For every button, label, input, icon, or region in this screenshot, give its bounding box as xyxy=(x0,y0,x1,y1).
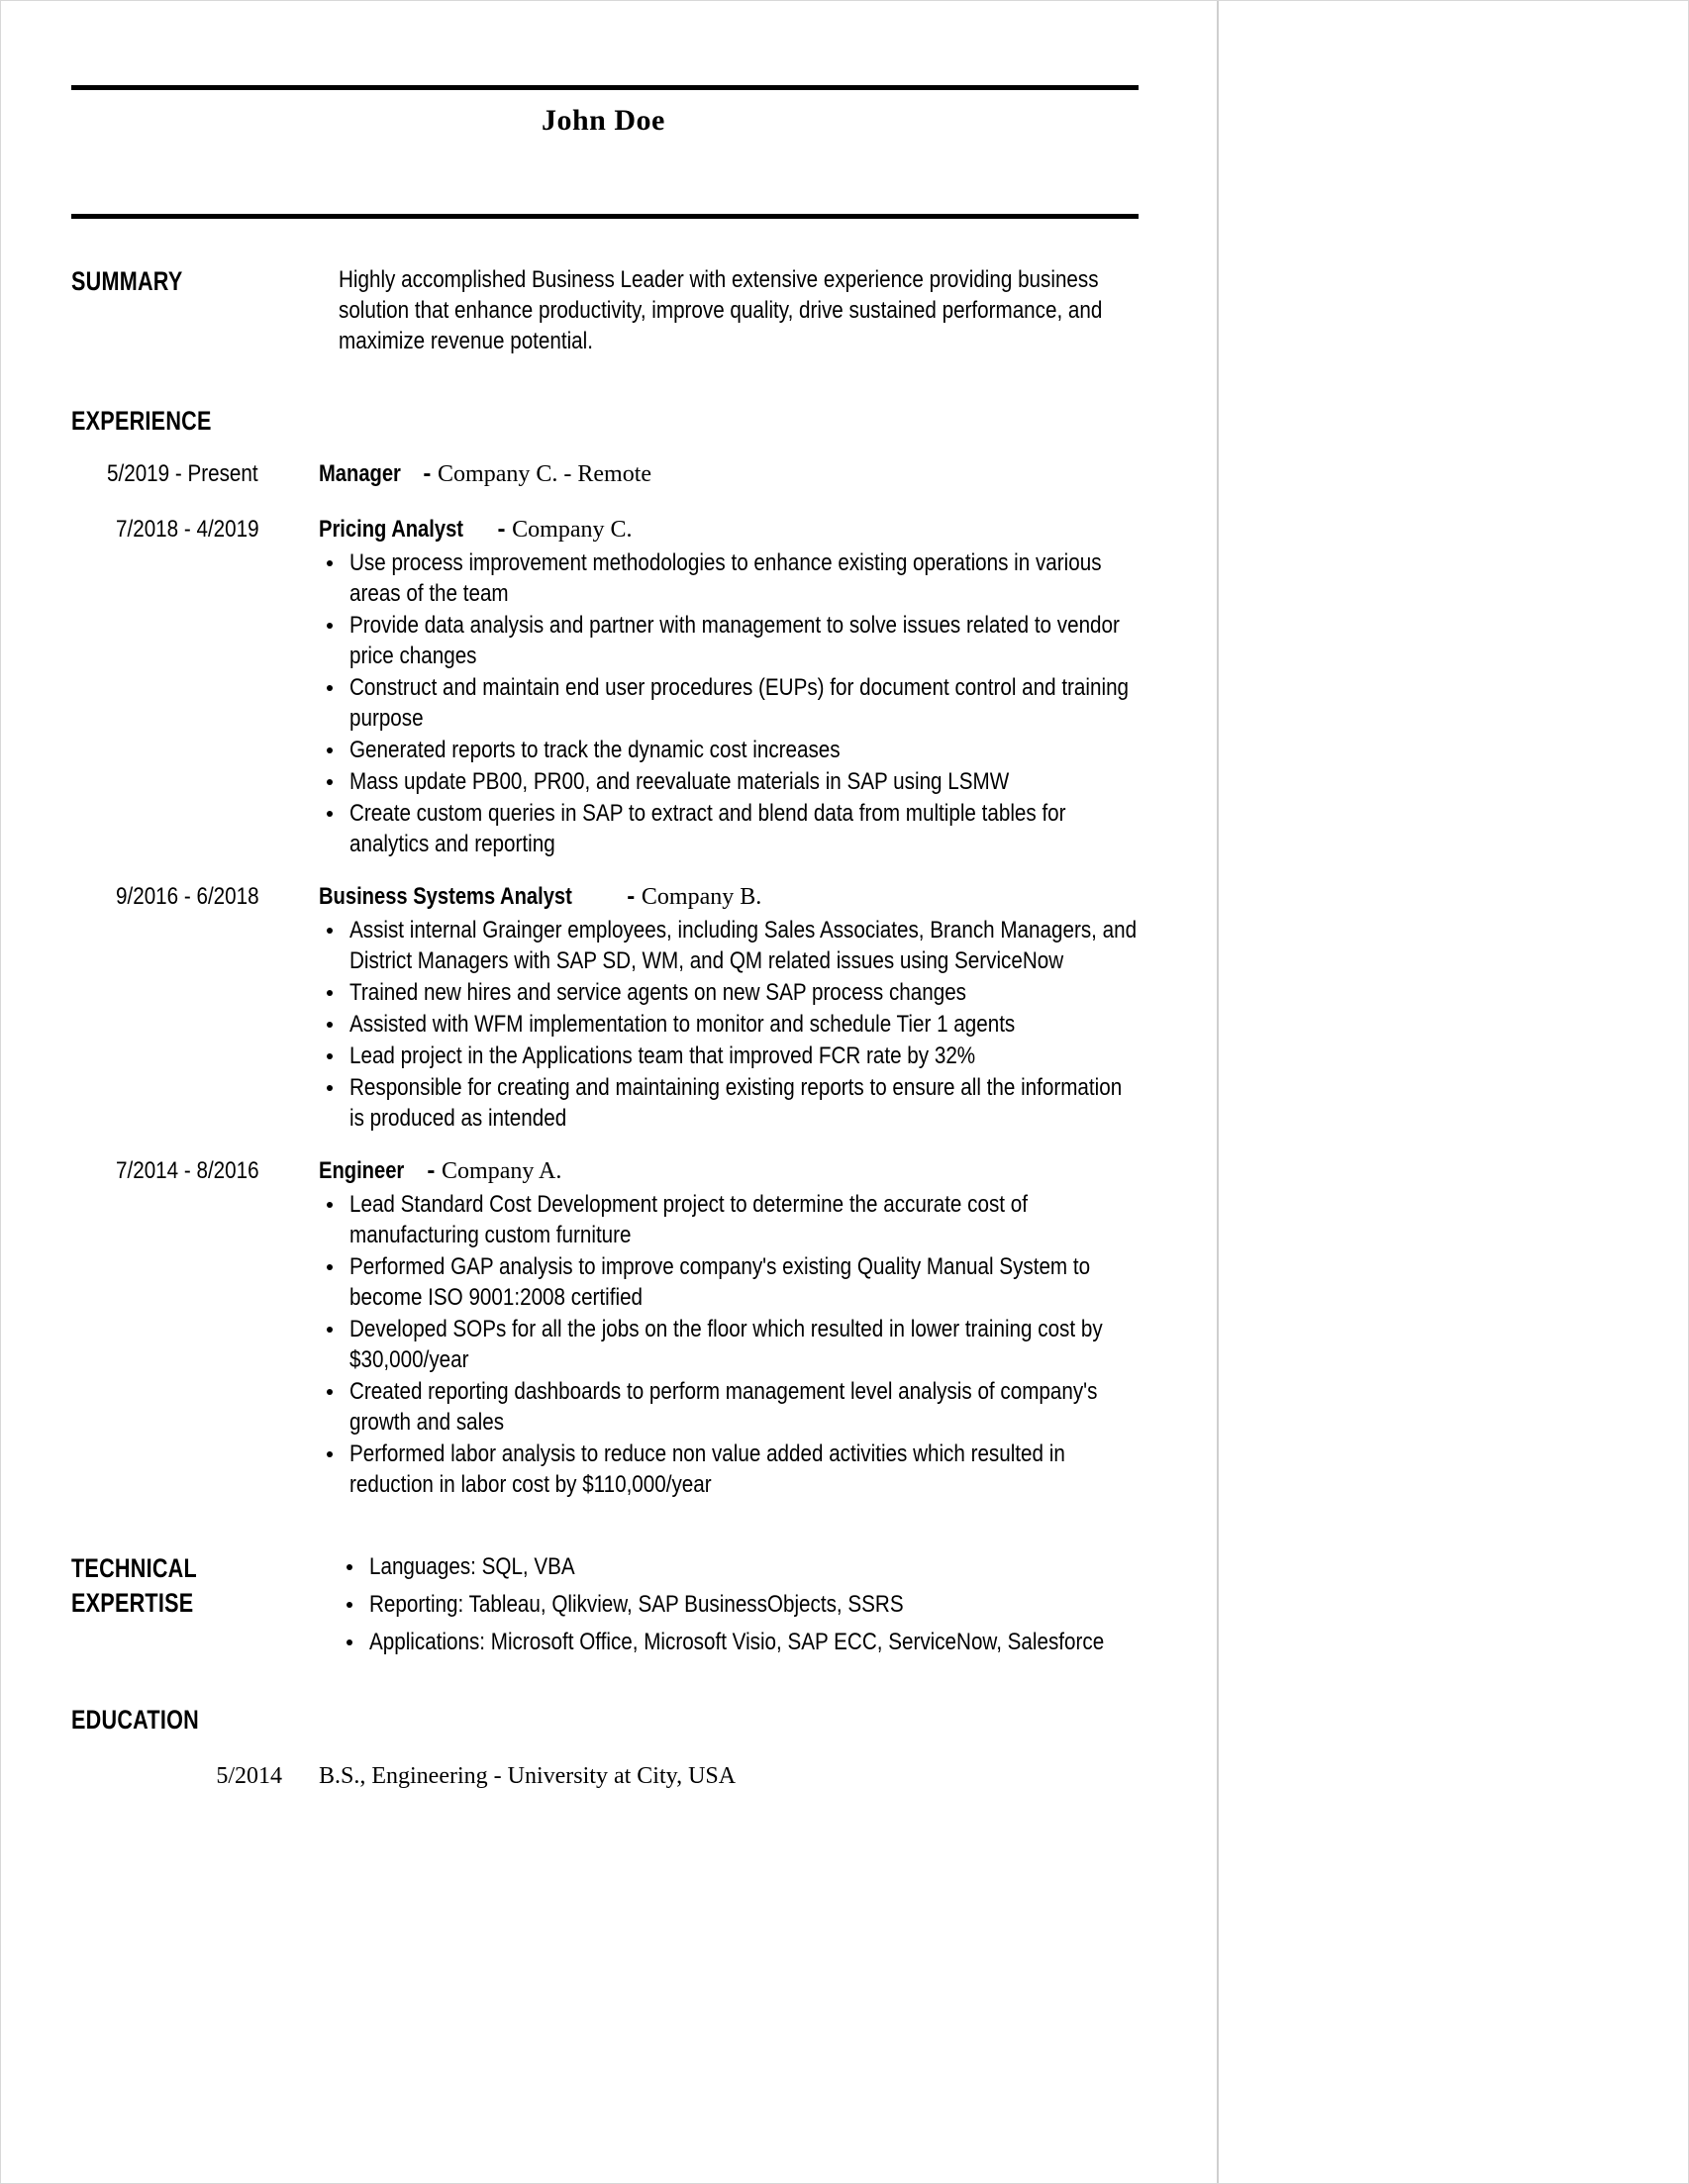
summary-section xyxy=(71,264,1143,356)
job-separator: - xyxy=(416,460,439,487)
bullet-text: Assisted with WFM implementation to monitor and schedule Tier 1 agents xyxy=(349,1011,1016,1038)
job-title-line xyxy=(319,881,1143,913)
resume-content xyxy=(71,1,1143,1792)
job-body xyxy=(319,1155,1143,1500)
job-bullets xyxy=(319,915,1143,1134)
bullet-text: Performed GAP analysis to improve company's existing Quality Manual System to become ISO 9001:2008 certified xyxy=(349,1253,1096,1311)
bullet-item xyxy=(319,672,1143,734)
experience-entry xyxy=(71,458,1143,492)
job-title-line xyxy=(319,1155,1143,1187)
experience-entry xyxy=(71,881,1143,1134)
bullet-item xyxy=(319,1041,1143,1071)
education-date: 5/2014 xyxy=(216,1763,282,1789)
job-company: Company A. xyxy=(442,1158,562,1184)
job-separator: - xyxy=(620,883,642,910)
bullet-text: Lead Standard Cost Development project to determine the accurate cost of manufacturing custom furniture xyxy=(349,1191,1034,1248)
job-body xyxy=(319,514,1143,859)
job-bullets xyxy=(319,547,1143,859)
job-title: Business Systems Analyst xyxy=(319,883,572,910)
job-title: Pricing Analyst xyxy=(319,516,464,543)
bullet-text: Create custom queries in SAP to extract and blend data from multiple tables for analytics and reporting xyxy=(349,800,1072,857)
bullet-text: Mass update PB00, PR00, and reevaluate materials in SAP using LSMW xyxy=(349,768,1010,795)
summary-body xyxy=(339,264,1143,356)
job-dates: 5/2019 - Present xyxy=(106,460,258,487)
job-company: Company C. xyxy=(512,517,633,543)
bullet-text: Responsible for creating and maintaining existing reports to ensure all the information is produced as intended xyxy=(349,1074,1128,1132)
job-title-line xyxy=(319,514,1143,546)
bullet-item xyxy=(319,1009,1143,1040)
bullet-item xyxy=(319,735,1143,765)
bullet-text: Applications: Microsoft Office, Microsoft Visio, SAP ECC, ServiceNow, Salesforce xyxy=(369,1629,1105,1655)
bullet-text: Trained new hires and service agents on new SAP process changes xyxy=(349,979,967,1006)
resume-sheet xyxy=(1,1,1219,2184)
job-title: Engineer xyxy=(319,1157,405,1184)
bullet-item xyxy=(319,1189,1143,1250)
candidate-name: John Doe xyxy=(542,104,665,137)
bullet-item xyxy=(319,915,1143,976)
bullet-text: Languages: SQL, VBA xyxy=(369,1553,575,1580)
bullet-text: Provide data analysis and partner with management to solve issues related to vendor price changes xyxy=(349,612,1126,669)
technical-expertise-body xyxy=(339,1551,1143,1657)
job-dates: 7/2014 - 8/2016 xyxy=(115,1157,259,1184)
experience-entry xyxy=(71,1155,1143,1500)
bullet-item xyxy=(339,1627,1143,1657)
bullet-item xyxy=(339,1589,1143,1620)
bullet-text: Use process improvement methodologies to enhance existing operations in various areas of the team xyxy=(349,549,1108,607)
technical-expertise-label: TECHNICAL EXPERTISE xyxy=(71,1553,197,1618)
education-entry xyxy=(71,1761,1143,1792)
job-body xyxy=(319,881,1143,1134)
bullet-text: Reporting: Tableau, Qlikview, SAP BusinessObjects, SSRS xyxy=(369,1591,904,1618)
header-bottom-rule xyxy=(71,214,1139,219)
bullet-text: Created reporting dashboards to perform management level analysis of company's growth and sales xyxy=(349,1378,1104,1436)
bullet-item xyxy=(319,977,1143,1008)
education-label: EDUCATION xyxy=(71,1705,199,1735)
job-title: Manager xyxy=(319,460,401,487)
bullet-item xyxy=(319,547,1143,609)
bullet-item xyxy=(319,1376,1143,1438)
job-dates: 7/2018 - 4/2019 xyxy=(115,516,259,543)
job-separator: - xyxy=(490,516,513,543)
job-separator: - xyxy=(420,1157,443,1184)
job-title-line xyxy=(319,458,1143,490)
bullet-text: Generated reports to track the dynamic cost increases xyxy=(349,737,841,763)
experience-entry xyxy=(71,514,1143,859)
experience-label: EXPERIENCE xyxy=(71,406,212,436)
summary-label: SUMMARY xyxy=(71,266,183,296)
name-band xyxy=(71,90,1143,214)
bullet-text: Construct and maintain end user procedures (EUPs) for document control and training purpose xyxy=(349,674,1135,732)
technical-expertise-bullets xyxy=(339,1551,1143,1657)
bullet-item xyxy=(319,1251,1143,1313)
summary-text: Highly accomplished Business Leader with extensive experience providing business solution that enhance productivity, improve quality, drive sustained performance, and maximize revenue potential. xyxy=(339,266,1109,354)
technical-expertise-section xyxy=(71,1551,1143,1657)
job-company: Company C. - Remote xyxy=(438,461,652,487)
bullet-text: Lead project in the Applications team that improved FCR rate by 32% xyxy=(349,1042,976,1069)
bullet-text: Performed labor analysis to reduce non value added activities which resulted in reduction in labor cost by $110,000/year xyxy=(349,1440,1071,1498)
job-bullets xyxy=(319,1189,1143,1500)
bullet-item xyxy=(319,766,1143,797)
bullet-text: Assist internal Grainger employees, including Sales Associates, Branch Managers, and District Managers with SAP SD, WM, and QM related issues using ServiceNow xyxy=(349,917,1143,974)
bullet-item xyxy=(319,1072,1143,1134)
bullet-item xyxy=(319,798,1143,859)
bullet-item xyxy=(319,1314,1143,1375)
education-text: B.S., Engineering - University at City, USA xyxy=(319,1763,737,1789)
bullet-item xyxy=(339,1551,1143,1582)
job-dates: 9/2016 - 6/2018 xyxy=(115,883,259,910)
bullet-text: Developed SOPs for all the jobs on the floor which resulted in lower training cost by $30,000/year xyxy=(349,1316,1109,1373)
bullet-item xyxy=(319,610,1143,671)
bullet-item xyxy=(319,1439,1143,1500)
job-body xyxy=(319,458,1143,492)
job-company: Company B. xyxy=(641,884,762,910)
